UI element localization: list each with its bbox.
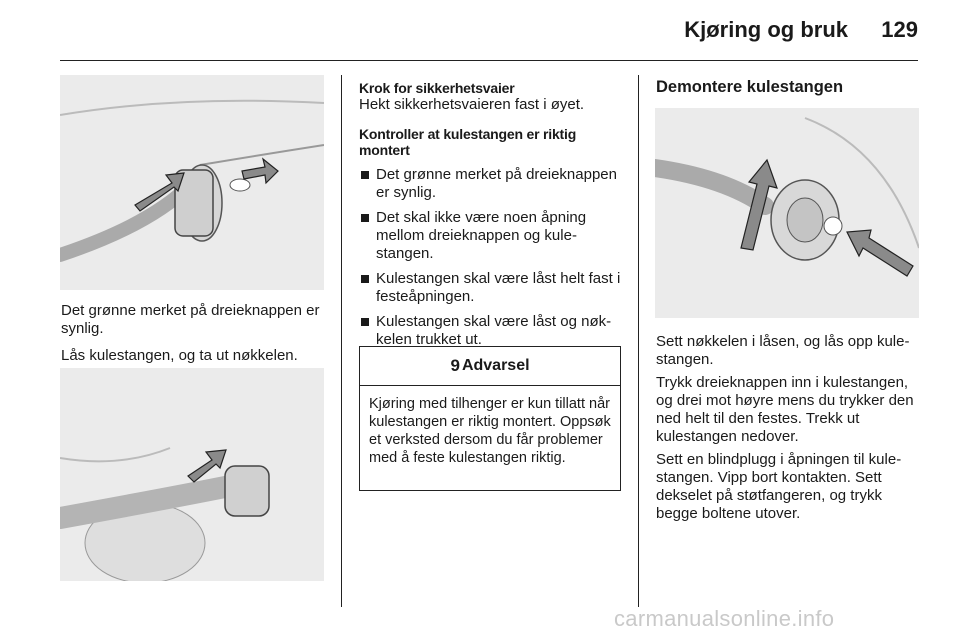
warning-triangle-icon: 9 [450,356,460,375]
header-divider [60,60,918,61]
instruction-lock-ball-bar: Lås kulestangen, og ta ut nøkkelen. [61,347,298,364]
list-item: Kulestangen skal være låst helt fast i festeåpningen. [359,270,623,306]
page-number: 129 [881,17,918,42]
warning-text: Kjøring med tilhenger er kun tillatt når kulestangen er riktig montert. Oppsøk et verksted dersom du får problemer med å feste kulestangen riktig. [369,396,611,466]
list-item: Det skal ikke være noen åpning mellom dreieknappen og kulestangen. [359,209,623,263]
warning-title: Advarsel [461,357,530,374]
list-item: Det grønne merket på dreieknappen er synlig. [359,166,623,202]
figure-caption-green-mark: Det grønne merket på dreieknappen er synlig. [61,302,320,337]
bullet-square-icon [361,214,369,222]
list-item: Kulestangen skal være låst og nøkkelen trukket ut. [359,313,623,349]
illustration-green-mark [60,75,324,290]
section-heading-remove: Demontere kulestangen [656,78,844,96]
page-header [0,0,960,60]
bullet-square-icon [361,318,369,326]
illustration-remove-ball-bar [655,108,919,318]
warning-header [360,347,620,386]
watermark: carmanualsonline.info [614,606,835,631]
bullet-square-icon [361,275,369,283]
illustration-ball-bar-mounted [60,368,324,581]
remove-step-3: Sett en blindplugg i åpningen til kulestangen. Vipp bort kontakten. Sett dekselet på støtfangeren, og trykk begge boltene utover. [656,451,902,522]
remove-step-1: Sett nøkkelen i låsen, og lås opp kulestangen. [656,333,910,368]
hook-instruction: Hekt sikkerhetsvaieren fast i øyet. [359,96,585,113]
column-divider-right [638,75,639,607]
section-heading-check: Kontroller at kulestangen er riktig montert [359,126,577,158]
page-title: Kjøring og bruk [684,17,848,42]
bullet-square-icon [361,171,369,179]
checklist [359,166,623,356]
section-heading-hook: Krok for sikkerhetsvaier [359,80,515,96]
warning-box [359,346,621,491]
column-divider-left [341,75,342,607]
remove-step-2: Trykk dreieknappen inn i kulestangen, og drei mot høyre mens du trykker den ned helt til den festes. Trekk ut kulestangen nedover. [656,374,914,445]
